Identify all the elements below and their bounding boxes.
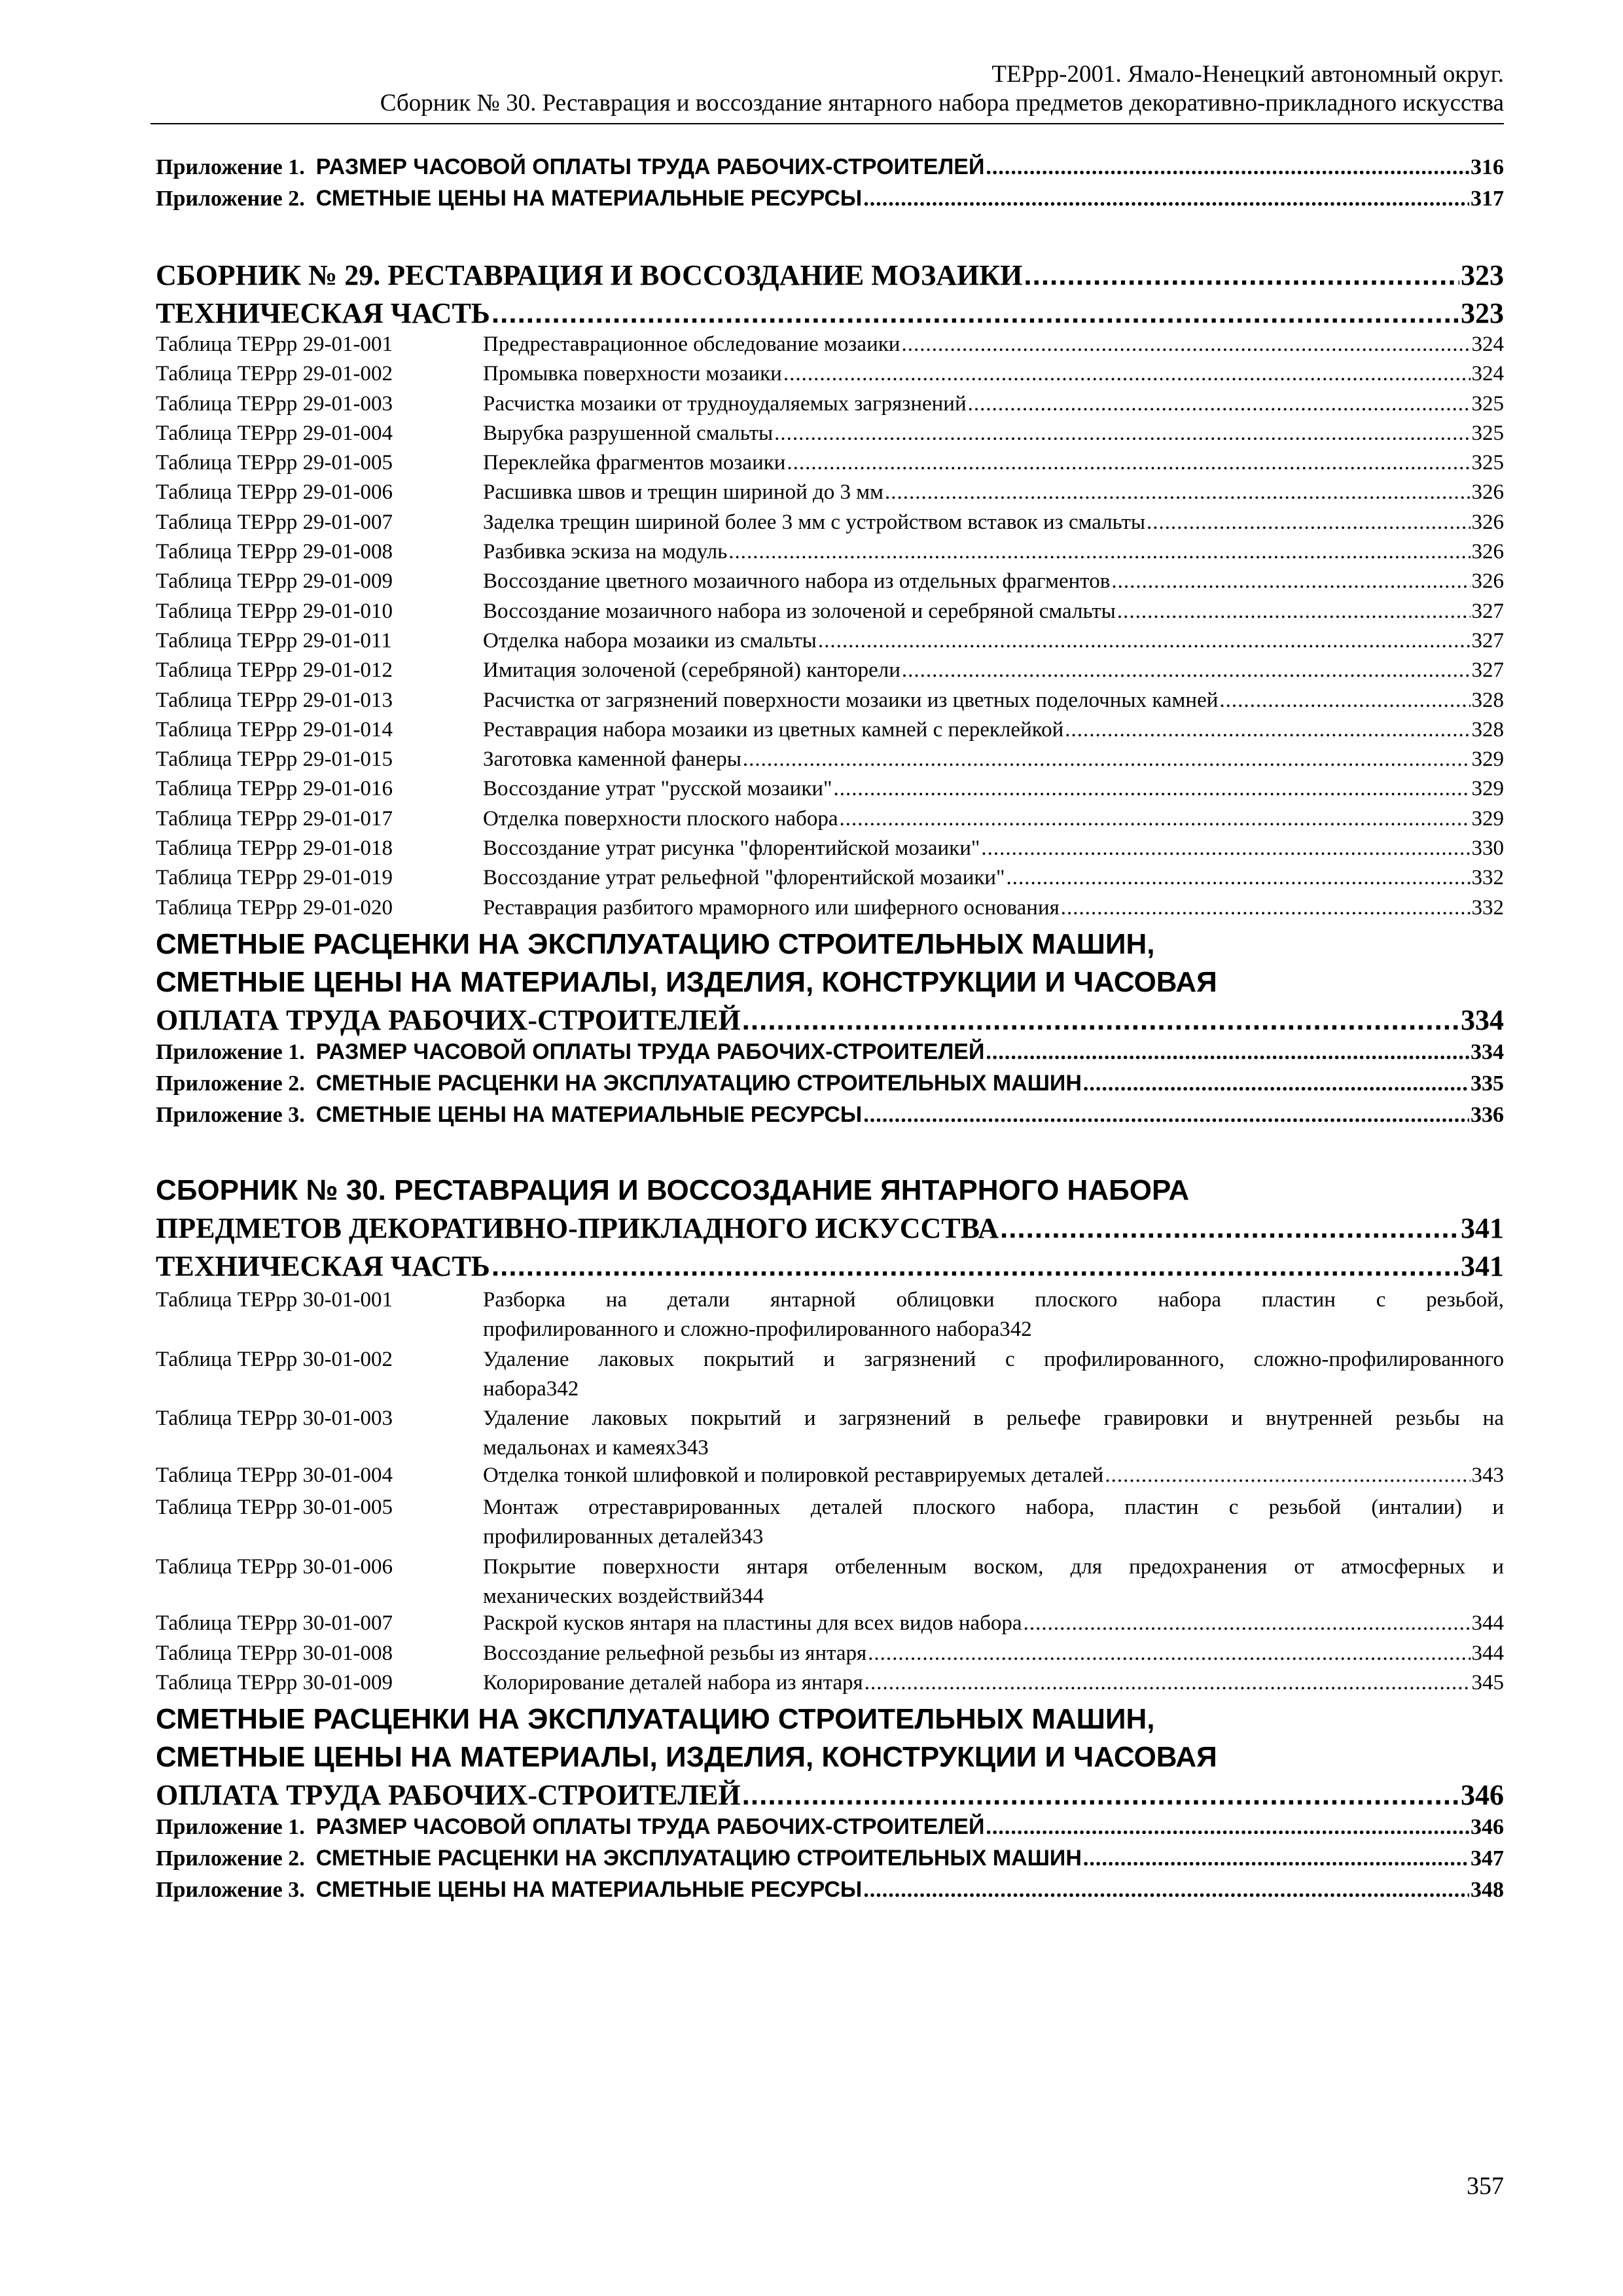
- page-ref: 348: [1471, 1878, 1504, 1903]
- dot-leader: [1024, 259, 1459, 292]
- table-title-line-1: Монтаж отреставрированных деталей плоского набора, пластин с резьбой (инталии) и: [483, 1496, 1504, 1520]
- table-code: Таблица ТЕРрр 29-01-017: [156, 806, 393, 831]
- table-code: Таблица ТЕРрр 29-01-012: [156, 658, 393, 683]
- toc-table-entry[interactable]: [156, 1463, 1504, 1493]
- page-ref: 329: [1471, 777, 1504, 801]
- page-ref: 326: [1471, 480, 1504, 505]
- toc-table-entry[interactable]: [156, 747, 1504, 777]
- page-ref: 342: [546, 1376, 579, 1401]
- dot-leader: [742, 1004, 1459, 1037]
- toc-appendix-entry[interactable]: [156, 186, 1504, 217]
- page-ref: 332: [1471, 866, 1504, 890]
- table-title-line-2: медальонах и камеях: [483, 1436, 677, 1460]
- toc-table-entry[interactable]: [156, 392, 1504, 422]
- toc-table-entry[interactable]: [156, 600, 1504, 629]
- toc-table-entry[interactable]: [156, 480, 1504, 510]
- table-code: Таблица ТЕРрр 29-01-010: [156, 599, 393, 623]
- table-title: Воссоздание цветного мозаичного набора из отдельных фрагментов: [483, 569, 1111, 594]
- rates-heading-line: СМЕТНЫЕ ЦЕНЫ НА МАТЕРИАЛЫ, ИЗДЕЛИЯ, КОНСТРУКЦИИ И ЧАСОВАЯ: [156, 1741, 1217, 1774]
- page-ref: 330: [1471, 836, 1504, 861]
- appendix-title: РАЗМЕР ЧАСОВОЙ ОПЛАТЫ ТРУДА РАБОЧИХ-СТРОИТЕЛЕЙ: [315, 154, 985, 179]
- page-ref: 323: [1461, 259, 1504, 291]
- page-ref: 344: [1471, 1611, 1504, 1636]
- toc-appendix-entry[interactable]: [156, 1071, 1504, 1102]
- table-of-contents: [156, 154, 1504, 1909]
- dot-leader: [491, 297, 1459, 330]
- page-ref: 347: [1471, 1846, 1504, 1871]
- table-title: Отделка набора мозаики из смальты: [483, 628, 817, 653]
- appendix-label: Приложение 1.: [156, 1039, 305, 1064]
- page-ref: 325: [1471, 421, 1504, 445]
- toc-table-entry[interactable]: [156, 1641, 1504, 1671]
- page-ref: 346: [1461, 1779, 1504, 1812]
- table-code: Таблица ТЕРрр 29-01-005: [156, 451, 393, 475]
- table-title-line-1: Разборка на детали янтарной облицовки плоского набора пластин с резьбой,: [483, 1287, 1504, 1312]
- toc-table-entry[interactable]: [156, 1345, 1504, 1405]
- table-code: Таблица ТЕРрр 30-01-004: [156, 1463, 393, 1487]
- toc-appendix-entry[interactable]: [156, 1814, 1504, 1846]
- table-title: Воссоздание утрат рисунка "флорентийской мозаики": [483, 836, 980, 861]
- page-ref: 332: [1471, 895, 1504, 920]
- toc-table-entry[interactable]: [156, 1404, 1504, 1463]
- table-title: Вырубка разрушенной смальты: [483, 421, 774, 445]
- page-ref: 344: [731, 1584, 764, 1608]
- toc-collection-30-title[interactable]: ПРЕДМЕТОВ ДЕКОРАТИВНО-ПРИКЛАДНОГО ИСКУССТВА ..... 341: [156, 1210, 1504, 1247]
- table-title: Промывка поверхности мозаики: [483, 362, 782, 386]
- page-ref: 324: [1471, 332, 1504, 356]
- table-code: Таблица ТЕРрр 30-01-001: [156, 1287, 393, 1312]
- table-title: Расчистка от загрязнений поверхности мозаики из цветных поделочных камней: [483, 688, 1219, 712]
- table-code: Таблица ТЕРрр 29-01-018: [156, 836, 393, 861]
- appendix-title: РАЗМЕР ЧАСОВОЙ ОПЛАТЫ ТРУДА РАБОЧИХ-СТРОИТЕЛЕЙ: [315, 1814, 985, 1840]
- page-ref: 345: [1471, 1670, 1504, 1695]
- toc-table-entry[interactable]: [156, 451, 1504, 480]
- toc-table-entry[interactable]: [156, 362, 1504, 391]
- page-ref: 327: [1471, 628, 1504, 653]
- collection-29-table-list: [156, 332, 1504, 925]
- table-title: Воссоздание мозаичного набора из золоченой и серебряной смальты: [483, 599, 1116, 623]
- rates-heading-line: СМЕТНЫЕ ЦЕНЫ НА МАТЕРИАЛЫ, ИЗДЕЛИЯ, КОНСТРУКЦИИ И ЧАСОВАЯ: [156, 965, 1217, 998]
- page-ref: 328: [1471, 717, 1504, 742]
- table-code: Таблица ТЕРрр 30-01-003: [156, 1407, 393, 1431]
- toc-collection-30-title-line-1: СБОРНИК № 30. РЕСТАВРАЦИЯ И ВОССОЗДАНИЕ ЯНТАРНОГО НАБОРА: [156, 1174, 1190, 1206]
- table-title: Отделка поверхности плоского набора: [483, 806, 838, 831]
- table-title: Имитация золоченой (серебряной) канторели: [483, 658, 901, 683]
- toc-table-entry[interactable]: [156, 689, 1504, 718]
- toc-technical-part[interactable]: ТЕХНИЧЕСКАЯ ЧАСТЬ ..... 341: [156, 1247, 1504, 1285]
- dot-leader: [986, 155, 1469, 180]
- toc-table-entry[interactable]: [156, 1611, 1504, 1641]
- appendix-title: РАЗМЕР ЧАСОВОЙ ОПЛАТЫ ТРУДА РАБОЧИХ-СТРОИТЕЛЕЙ: [315, 1039, 985, 1064]
- rates-heading-line: СМЕТНЫЕ РАСЦЕНКИ НА ЭКСПЛУАТАЦИЮ СТРОИТЕЛЬНЫХ МАШИН,: [156, 1703, 1155, 1736]
- table-code: Таблица ТЕРрр 30-01-007: [156, 1611, 393, 1636]
- table-title-line-2: профилированного и сложно-профилированного набора: [483, 1318, 1000, 1342]
- toc-table-entry[interactable]: [156, 896, 1504, 925]
- appendix-title: СМЕТНЫЕ РАСЦЕНКИ НА ЭКСПЛУАТАЦИЮ СТРОИТЕЛЬНЫХ МАШИН: [315, 1846, 1082, 1871]
- appendix-label: Приложение 2.: [156, 1846, 305, 1871]
- table-title: Воссоздание утрат "русской мозаики": [483, 777, 832, 801]
- table-title: Колорирование деталей набора из янтаря: [483, 1670, 863, 1695]
- appendix-label: Приложение 1.: [156, 155, 305, 179]
- page-ref: 326: [1471, 540, 1504, 564]
- table-code: Таблица ТЕРрр 30-01-002: [156, 1347, 393, 1371]
- toc-table-entry[interactable]: [156, 777, 1504, 806]
- toc-appendix-entry[interactable]: [156, 1877, 1504, 1909]
- table-title: Воссоздание утрат рельефной "флорентийской мозаики": [483, 866, 1005, 890]
- page-ref: 327: [1471, 658, 1504, 683]
- page-ref: 323: [1461, 297, 1504, 329]
- appendix-label: Приложение 1.: [156, 1815, 305, 1840]
- header-rule: [151, 123, 1504, 124]
- toc-rates-section[interactable]: ОПЛАТА ТРУДА РАБОЧИХ-СТРОИТЕЛЕЙ ..... 346: [156, 1776, 1504, 1814]
- toc-technical-part[interactable]: ТЕХНИЧЕСКАЯ ЧАСТЬ ..... 323: [156, 295, 1504, 332]
- page-number: 357: [1467, 2172, 1504, 2200]
- toc-table-entry[interactable]: [156, 629, 1504, 658]
- toc-table-entry[interactable]: [156, 1671, 1504, 1700]
- toc-table-entry[interactable]: [156, 332, 1504, 362]
- page-ref: 341: [1461, 1211, 1504, 1244]
- dot-leader: [863, 187, 1469, 211]
- table-title: Расшивка швов и трещин шириной до 3 мм: [483, 480, 884, 505]
- table-code: Таблица ТЕРрр 29-01-002: [156, 362, 393, 386]
- page-ref: 343: [730, 1525, 764, 1549]
- table-code: Таблица ТЕРрр 29-01-004: [156, 421, 393, 445]
- table-title-line-2: профилированных деталей: [483, 1525, 731, 1549]
- toc-table-entry[interactable]: [156, 658, 1504, 688]
- appendix-title: СМЕТНЫЕ ЦЕНЫ НА МАТЕРИАЛЬНЫЕ РЕСУРСЫ: [315, 186, 863, 211]
- toc-table-entry[interactable]: [156, 1285, 1504, 1345]
- table-code: Таблица ТЕРрр 30-01-009: [156, 1670, 393, 1695]
- page-ref: 324: [1471, 362, 1504, 386]
- page-ref: 316: [1471, 155, 1504, 179]
- page-ref: 328: [1471, 688, 1504, 712]
- header-line-1: ТЕРрр-2001. Ямало-Ненецкий автономный округ.: [991, 61, 1504, 88]
- table-title: Раскрой кусков янтаря на пластины для всех видов набора: [483, 1611, 1022, 1636]
- toc-table-entry[interactable]: [156, 540, 1504, 569]
- table-title: Заготовка каменной фанеры: [483, 747, 741, 772]
- page-ref: 329: [1471, 747, 1504, 772]
- toc-table-entry[interactable]: [156, 866, 1504, 895]
- table-title: Предреставрационное обследование мозаики: [483, 332, 901, 356]
- table-title: Расчистка мозаики от трудноудаляемых загрязнений: [483, 391, 967, 416]
- toc-appendix-entry[interactable]: [156, 1846, 1504, 1877]
- table-title-line-1: Удаление лаковых покрытий и загрязнений в рельефе гравировки и внутренней резьбы на: [483, 1407, 1504, 1431]
- appendix-label: Приложение 2.: [156, 1071, 305, 1096]
- page-ref: 346: [1471, 1815, 1504, 1840]
- rates-heading-line: СМЕТНЫЕ РАСЦЕНКИ НА ЭКСПЛУАТАЦИЮ СТРОИТЕЛЬНЫХ МАШИН,: [156, 927, 1155, 960]
- appendix-title: СМЕТНЫЕ ЦЕНЫ НА МАТЕРИАЛЬНЫЕ РЕСУРСЫ: [315, 1877, 863, 1903]
- page-ref: 335: [1471, 1071, 1504, 1096]
- toc-rates-section[interactable]: ОПЛАТА ТРУДА РАБОЧИХ-СТРОИТЕЛЕЙ ..... 334: [156, 1001, 1504, 1039]
- table-title-line-2: механических воздействий: [483, 1584, 732, 1608]
- table-title: Разбивка эскиза на модуль: [483, 540, 728, 564]
- page-ref: 329: [1471, 806, 1504, 831]
- appendix-title: СМЕТНЫЕ ЦЕНЫ НА МАТЕРИАЛЬНЫЕ РЕСУРСЫ: [315, 1102, 863, 1127]
- header-line-2: Сборник № 30. Реставрация и воссоздание янтарного набора предметов декоративно-прикладного искусства: [380, 90, 1504, 117]
- toc-collection-29-title[interactable]: СБОРНИК № 29. РЕСТАВРАЦИЯ И ВОССОЗДАНИЕ МОЗАИКИ ..... 323: [156, 257, 1504, 295]
- page-ref: 343: [1471, 1463, 1504, 1487]
- toc-table-entry[interactable]: [156, 718, 1504, 747]
- table-code: Таблица ТЕРрр 29-01-001: [156, 332, 393, 356]
- toc-table-entry[interactable]: [156, 1493, 1504, 1552]
- page-ref: 334: [1461, 1003, 1504, 1036]
- toc-appendix-entry[interactable]: [156, 154, 1504, 186]
- page-ref: 343: [676, 1436, 709, 1460]
- table-code: Таблица ТЕРрр 29-01-011: [156, 628, 392, 653]
- table-title-line-2: набора: [483, 1376, 546, 1401]
- toc-table-entry[interactable]: [156, 422, 1504, 451]
- table-code: Таблица ТЕРрр 29-01-020: [156, 895, 393, 920]
- table-code: Таблица ТЕРрр 29-01-016: [156, 777, 393, 801]
- table-title: Заделка трещин шириной более 3 мм с устройством вставок из смальты: [483, 510, 1146, 534]
- table-code: Таблица ТЕРрр 30-01-008: [156, 1641, 393, 1665]
- page-ref: 327: [1471, 599, 1504, 623]
- table-title-line-1: Покрытие поверхности янтаря отбеленным воском, для предохранения от атмосферных и: [483, 1554, 1504, 1579]
- table-code: Таблица ТЕРрр 29-01-006: [156, 480, 393, 505]
- page-ref: 336: [1471, 1102, 1504, 1127]
- table-code: Таблица ТЕРрр 29-01-007: [156, 510, 393, 534]
- page-ref: 341: [1461, 1249, 1504, 1282]
- page-ref: 317: [1471, 187, 1504, 211]
- table-code: Таблица ТЕРрр 29-01-019: [156, 866, 393, 890]
- table-code: Таблица ТЕРрр 30-01-006: [156, 1554, 393, 1579]
- toc-table-entry[interactable]: [156, 569, 1504, 599]
- page-ref: 334: [1471, 1039, 1504, 1064]
- page-ref: 325: [1471, 391, 1504, 416]
- appendix-title: СМЕТНЫЕ РАСЦЕНКИ НА ЭКСПЛУАТАЦИЮ СТРОИТЕЛЬНЫХ МАШИН: [315, 1070, 1082, 1096]
- table-title: Воссоздание рельефной резьбы из янтаря: [483, 1641, 867, 1665]
- page-ref: 342: [999, 1318, 1032, 1342]
- toc-table-entry[interactable]: [156, 511, 1504, 540]
- toc-table-entry[interactable]: [156, 836, 1504, 866]
- toc-appendix-entry[interactable]: [156, 1039, 1504, 1071]
- table-code: Таблица ТЕРрр 29-01-015: [156, 747, 393, 772]
- running-header: [151, 60, 1504, 118]
- table-code: Таблица ТЕРрр 30-01-005: [156, 1496, 393, 1520]
- table-code: Таблица ТЕРрр 29-01-013: [156, 688, 393, 712]
- toc-table-entry[interactable]: [156, 807, 1504, 836]
- table-title-line-1: Удаление лаковых покрытий и загрязнений с профилированного, сложно-профилированного: [483, 1347, 1504, 1371]
- appendix-label: Приложение 3.: [156, 1878, 305, 1903]
- appendix-label: Приложение 2.: [156, 187, 305, 211]
- page-ref: 326: [1471, 510, 1504, 534]
- table-title: Переклейка фрагментов мозаики: [483, 451, 786, 475]
- table-title: Реставрация набора мозаики из цветных камней с переклейкой: [483, 717, 1064, 742]
- page-ref: 344: [1471, 1641, 1504, 1665]
- table-code: Таблица ТЕРрр 29-01-009: [156, 569, 393, 594]
- appendix-label: Приложение 3.: [156, 1102, 305, 1127]
- collection-30-table-list: [156, 1285, 1504, 1700]
- table-title: Отделка тонкой шлифовкой и полировкой реставрируемых деталей: [483, 1463, 1104, 1487]
- toc-appendix-entry[interactable]: [156, 1102, 1504, 1134]
- table-code: Таблица ТЕРрр 29-01-003: [156, 391, 393, 416]
- page-ref: 326: [1471, 569, 1504, 594]
- toc-table-entry[interactable]: [156, 1552, 1504, 1612]
- table-code: Таблица ТЕРрр 29-01-014: [156, 717, 393, 742]
- page-ref: 325: [1471, 451, 1504, 475]
- table-code: Таблица ТЕРрр 29-01-008: [156, 540, 393, 564]
- table-title: Реставрация разбитого мраморного или шиферного основания: [483, 895, 1060, 920]
